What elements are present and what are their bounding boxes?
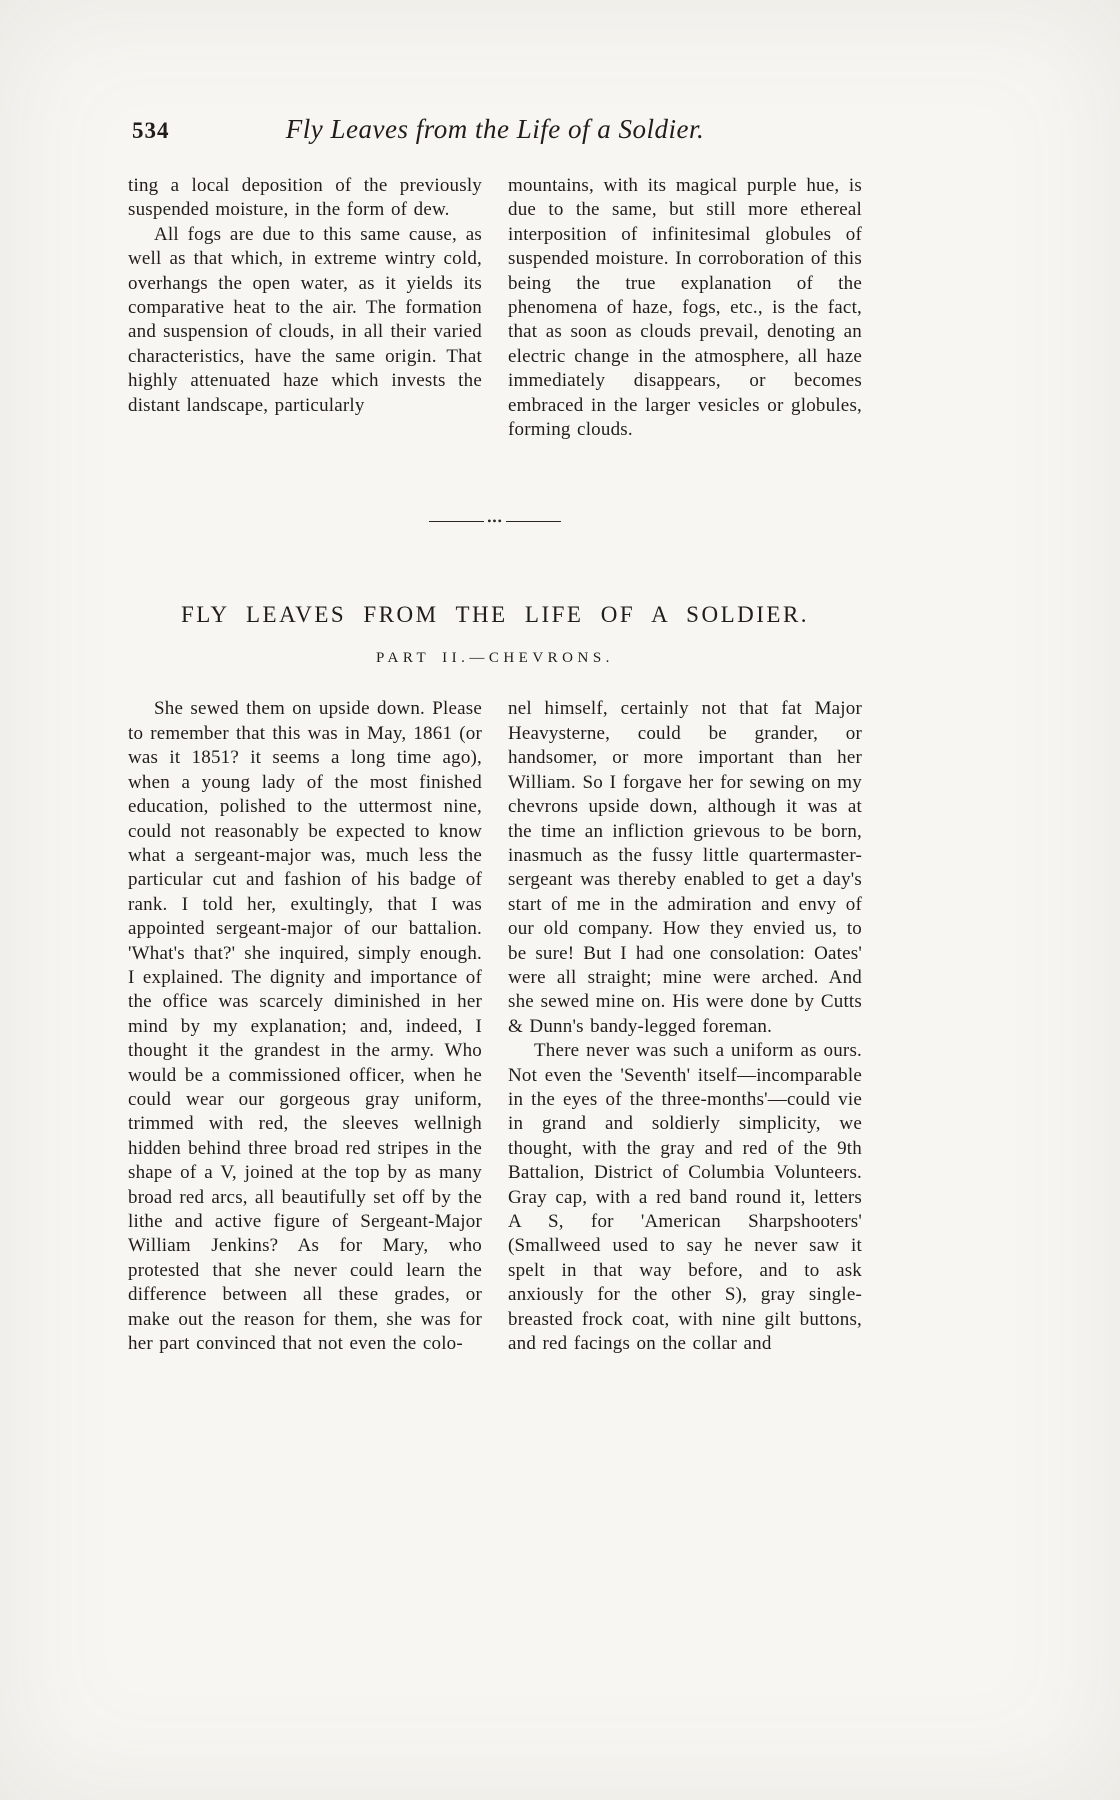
paragraph: All fogs are due to this same cause, as well as that which, in extreme wintry cold, overhangs the open water, as it yields its comparative heat to the air. The formation and suspension of clouds, in all their varied characteristics, have the same origin. That highly attenuated haze which invests the distant landscape, particularly <box>128 223 482 416</box>
page-number: 534 <box>132 118 170 143</box>
main-article-right-column <box>508 697 862 1356</box>
top-article-left-column <box>128 174 482 442</box>
top-article <box>128 174 862 442</box>
paragraph: There never was such a uniform as ours. Not even the 'Seventh' itself—incomparable in the eyes of the three-months'—could vie in grand and soldierly simplicity, we thought, with the gray and red of the 9th Battalion, District of Columbia Volunteers. Gray cap, with a red band round it, letters A S, for 'American Sharpshooters' (Smallweed used to say he never saw it spelt in that way before, and to ask anxiously for the other S), gray single-breasted frock coat, with nine gilt buttons, and red facings on the collar and <box>508 1040 862 1355</box>
article-title: FLY LEAVES FROM THE LIFE OF A SOLDIER. <box>180 602 810 628</box>
separator-rule-left <box>429 521 484 523</box>
paragraph: She sewed them on upside down. Please to remember that this was in May, 1861 (or was it 1851? it seems a long time ago), when a young lady of the most finished education, polished to the uttermost nine, could not reasonably be expected to know what a sergeant-major was, much less the particular cut and fashion of his badge of rank. I told her, exultingly, that I was appointed sergeant-major of our battalion. 'What's that?' she inquired, simply enough. I explained. The dignity and importance of the office was scarcely diminished in her mind by my explanation; and, indeed, I thought it the grandest in the army. Who would be a commissioned officer, when he could wear our gorgeous gray uniform, trimmed with red, the sleeves wellnigh hidden behind three broad red stripes in the shape of a V, joined at the top by as many broad red arcs, all beautifully set off by the lithe and active figure of Sergeant-Major William Jenkins? As for Mary, who protested that she never could learn the difference between all these grades, or make out the reason for them, she was for her part convinced that not even the colo- <box>128 698 482 1355</box>
main-article-left-column <box>128 697 482 1356</box>
separator-ornament: ••• <box>487 514 503 529</box>
running-title: Fly Leaves from the Life of a Soldier. <box>285 114 705 144</box>
paragraph: mountains, with its magical purple hue, is due to the same, but still more ethereal interposition of infinitesimal globules of suspended moisture. In corroboration of this being the true explanation of the phenomena of haze, fogs, etc., is the fact, that as soon as clouds prevail, denoting an electric change in the atmosphere, all haze immediately disappears, or becomes embraced in the larger vesicles or globules, forming clouds. <box>508 175 862 441</box>
running-head <box>128 112 862 152</box>
main-article <box>128 697 862 1356</box>
section-separator <box>429 514 561 529</box>
separator-rule-right <box>506 521 561 523</box>
top-article-right-column <box>508 174 862 442</box>
article-subtitle: PART II.—CHEVRONS. <box>376 650 614 667</box>
paragraph: nel himself, certainly not that fat Major Heavysterne, could be grander, or handsomer, or more important than her William. So I forgave her for sewing on my chevrons upside down, although it was at the time an infliction grievous to be born, inasmuch as the fussy little quartermaster-sergeant was thereby enabled to get a day's start of me in the admiration and envy of our old company. How they envied us, to be sure! But I had one consolation: Oates' were all straight; mine were arched. And she sewed mine on. His were done by Cutts & Dunn's bandy-legged foreman. <box>508 698 862 1037</box>
page-content <box>128 112 862 1356</box>
paragraph: ting a local deposition of the previously suspended moisture, in the form of dew. <box>128 175 482 221</box>
